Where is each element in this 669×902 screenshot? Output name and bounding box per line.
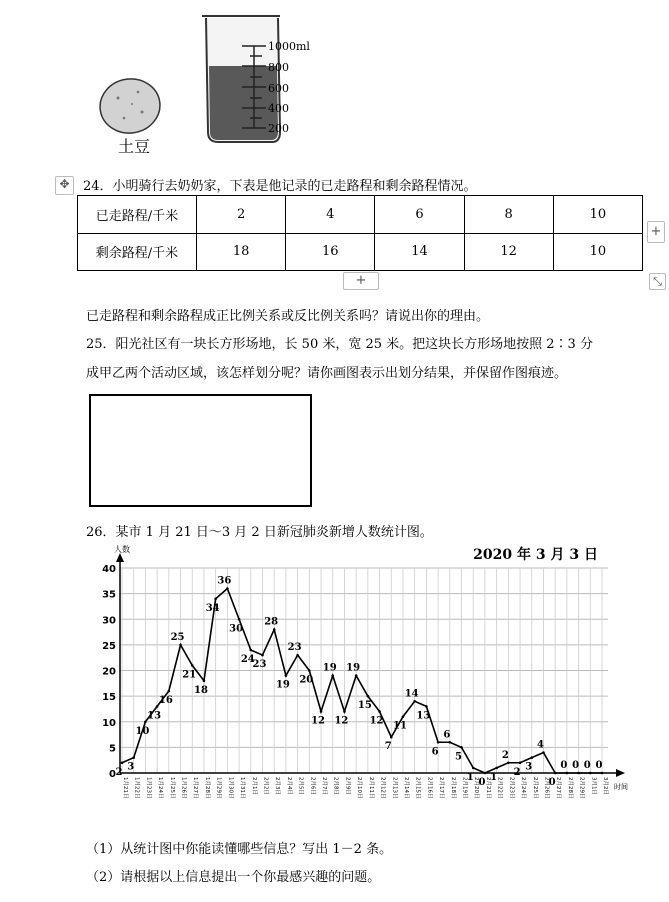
x-tick-label: 1月26日: [180, 777, 187, 799]
data-label: 10: [135, 725, 150, 737]
x-tick-label: 2月24日: [520, 777, 527, 799]
potato-icon: [97, 75, 164, 137]
line-chart: [102, 543, 644, 799]
data-point: [472, 767, 475, 770]
x-tick-label: 2月15日: [414, 777, 421, 799]
data-point: [542, 751, 545, 754]
chart-title: 2020 年 3 月 3 日: [473, 547, 598, 563]
data-point: [261, 654, 264, 657]
data-label: 20: [299, 674, 314, 686]
data-label: 2: [115, 766, 123, 778]
x-tick-label: 1月28日: [203, 777, 210, 799]
beaker-mark-1000: 1000ml: [268, 40, 310, 53]
x-axis-arrow: [616, 769, 625, 777]
table-row: [78, 233, 643, 271]
y-tick-label: 25: [102, 640, 116, 652]
data-point: [402, 715, 405, 718]
x-tick-label: 2月27日: [555, 777, 562, 799]
beaker-mark-400: 400: [268, 102, 289, 115]
row2-header: 剩余路程/千米: [78, 233, 197, 271]
data-point: [331, 674, 334, 677]
x-tick-label: 2月13日: [391, 777, 398, 799]
data-label: 36: [217, 575, 232, 587]
data-label: 0: [548, 777, 556, 788]
table-cell: 8: [464, 196, 553, 234]
data-point: [168, 690, 171, 693]
data-label: 1: [466, 771, 474, 783]
data-point: [296, 654, 299, 657]
x-tick-label: 2月9日: [344, 777, 351, 795]
data-point: [367, 695, 370, 698]
data-point: [566, 772, 569, 775]
x-tick-label: 1月25日: [168, 777, 175, 799]
x-tick-label: 2月25日: [531, 777, 538, 799]
x-tick-label: 2月12日: [379, 777, 386, 799]
y-tick-label: 20: [102, 666, 116, 678]
route-table: [77, 195, 643, 271]
data-label: 3: [127, 761, 135, 773]
q26-sub2: （2）请根据以上信息提出一个你最感兴趣的问题。: [86, 870, 381, 885]
x-tick-label: 1月29日: [215, 777, 222, 799]
data-label: 30: [229, 623, 244, 635]
data-point: [378, 710, 381, 713]
data-point: [238, 618, 241, 621]
data-point: [214, 597, 217, 600]
x-tick-label: 2月26日: [543, 777, 550, 799]
data-label: 19: [322, 662, 337, 674]
data-point: [249, 649, 252, 652]
rectangle-field: [89, 394, 312, 507]
q24-question: 已走路程和剩余路程成正比例关系或反比例关系吗？请说出你的理由。: [86, 309, 490, 324]
table-cell: 4: [286, 196, 375, 234]
q24-text: 24．小明骑行去奶奶家，下表是他记录的已走路程和剩余路程情况。: [83, 179, 477, 194]
data-point: [273, 628, 276, 631]
data-label: 21: [182, 669, 197, 681]
add-column-button[interactable]: +: [647, 221, 665, 243]
x-tick-label: 2月21日: [484, 777, 491, 799]
data-label: 5: [455, 751, 462, 763]
x-tick-label: 2月6日: [309, 777, 316, 795]
x-tick-label: 2月28日: [566, 777, 573, 799]
table-cell: 16: [286, 233, 375, 271]
y-axis-label: 人数: [114, 545, 130, 554]
x-tick-label: 3月2日: [602, 777, 608, 795]
data-point: [308, 669, 311, 672]
y-axis-arrow: [116, 553, 124, 562]
data-label: 15: [357, 700, 372, 712]
data-label: 11: [393, 720, 407, 732]
data-label: 12: [334, 715, 349, 727]
data-point: [179, 644, 182, 647]
data-point: [191, 664, 194, 667]
data-label: 13: [147, 710, 162, 722]
data-point: [530, 756, 533, 759]
x-tick-label: 2月17日: [438, 777, 445, 799]
data-label: 4: [536, 739, 544, 751]
data-label: 19: [346, 662, 361, 674]
data-label: 23: [287, 642, 302, 654]
data-point: [577, 772, 580, 775]
x-tick-label: 2月19日: [461, 777, 468, 799]
table-row: [78, 196, 643, 234]
data-label: 28: [264, 616, 279, 628]
x-tick-label: 1月27日: [192, 777, 199, 799]
data-label: 19: [275, 679, 290, 691]
data-label: 0: [478, 777, 486, 788]
x-tick-label: 2月14日: [402, 777, 409, 799]
data-point: [437, 741, 440, 744]
data-label: 7: [384, 741, 392, 753]
x-tick-label: 2月10日: [356, 777, 363, 799]
q26-text: 26．某市 1 月 21 日～3 月 2 日新冠肺炎新增人数统计图。: [86, 525, 433, 540]
table-cell: 2: [197, 196, 286, 234]
data-point: [425, 705, 428, 708]
table-cell: 10: [553, 196, 642, 234]
data-label: 1: [490, 771, 498, 783]
data-point: [589, 772, 592, 775]
x-tick-label: 2月5日: [297, 777, 304, 795]
beaker-mark-200: 200: [268, 122, 289, 135]
y-tick-label: 5: [109, 743, 116, 755]
data-point: [460, 746, 463, 749]
x-tick-label: 1月30日: [227, 777, 234, 799]
data-point: [519, 761, 522, 764]
resize-handle-icon[interactable]: ⤡: [649, 273, 666, 290]
table-cell: 6: [375, 196, 464, 234]
data-label: 6: [431, 746, 439, 758]
x-tick-label: 1月21日: [122, 777, 128, 799]
data-point: [495, 767, 498, 770]
beaker-mark-600: 600: [268, 82, 289, 95]
data-label: 12: [369, 715, 384, 727]
data-point: [355, 674, 358, 677]
q26-sub1: （1）从统计图中你能读懂哪些信息？写出 1－2 条。: [86, 842, 393, 857]
x-tick-label: 2月29日: [578, 777, 585, 799]
q25-line1: 25．阳光社区有一块长方形场地，长 50 米，宽 25 米。把这块长方形场地按照 2∶3 分: [86, 337, 593, 352]
beaker-mark-800: 800: [268, 61, 289, 74]
x-tick-label: 2月2日: [262, 777, 269, 795]
x-tick-label: 2月18日: [449, 777, 456, 799]
x-tick-label: 2月16日: [426, 777, 433, 799]
data-label: 0: [583, 760, 591, 771]
data-label: 34: [205, 602, 220, 614]
data-point: [285, 674, 288, 677]
y-tick-label: 40: [102, 564, 116, 575]
table-cell: 10: [553, 233, 642, 271]
x-tick-label: 2月7日: [321, 777, 328, 795]
data-point: [132, 756, 135, 759]
table-cell: 12: [464, 233, 553, 271]
data-point: [226, 587, 229, 590]
data-label: 18: [193, 684, 208, 696]
data-label: 24: [240, 654, 255, 665]
data-point: [554, 772, 557, 775]
data-label: 13: [416, 710, 431, 722]
y-tick-label: 30: [102, 615, 116, 627]
data-label: 14: [404, 688, 419, 700]
x-tick-label: 2月23日: [508, 777, 515, 799]
y-tick-label: 35: [102, 589, 116, 601]
x-axis-label: 时间: [614, 783, 628, 791]
add-row-button[interactable]: +: [343, 272, 379, 290]
data-point: [601, 772, 604, 775]
data-point: [484, 772, 487, 775]
chart-svg: [102, 543, 644, 799]
data-label: 0: [595, 760, 603, 771]
data-label: 0: [572, 760, 580, 771]
x-tick-label: 2月4日: [285, 777, 292, 795]
q25-line2: 成甲乙两个活动区域，该怎样划分呢？请你画图表示出划分结果，并保留作图痕迹。: [86, 366, 568, 381]
x-tick-label: 2月1日: [250, 777, 257, 795]
potato-label: 土豆: [118, 137, 151, 156]
x-tick-label: 3月1日: [590, 777, 597, 795]
row1-header: 已走路程/千米: [78, 196, 197, 234]
x-tick-label: 2月11日: [367, 777, 374, 799]
data-point: [203, 679, 206, 682]
data-point: [343, 710, 346, 713]
data-label: 25: [170, 631, 185, 643]
data-label: 2: [513, 766, 521, 778]
x-tick-label: 1月22日: [133, 777, 140, 799]
y-tick-label: 15: [102, 692, 116, 704]
series-line: [122, 589, 602, 774]
data-point: [320, 710, 323, 713]
data-label: 23: [252, 659, 267, 671]
y-tick-label: 10: [102, 717, 116, 729]
data-label: 0: [560, 760, 568, 771]
data-point: [413, 700, 416, 703]
x-tick-label: 2月22日: [496, 777, 503, 799]
data-point: [121, 761, 124, 764]
x-tick-label: 2月8日: [332, 777, 339, 795]
data-point: [507, 761, 510, 764]
data-point: [449, 741, 452, 744]
table-cell: 18: [197, 233, 286, 271]
x-tick-label: 2月3日: [274, 777, 281, 795]
data-label: 6: [443, 729, 451, 741]
data-point: [390, 736, 393, 739]
data-label: 2: [501, 749, 509, 761]
move-handle-icon[interactable]: ✥: [55, 176, 74, 195]
x-tick-label: 2月20日: [473, 777, 480, 799]
data-label: 16: [158, 695, 173, 706]
x-tick-label: 1月23日: [145, 777, 152, 799]
x-tick-label: 1月31日: [239, 777, 246, 799]
table-cell: 14: [375, 233, 464, 271]
data-label: 12: [311, 715, 325, 727]
data-label: 3: [525, 761, 533, 773]
x-tick-label: 1月24日: [157, 777, 164, 799]
y-tick-label: 0: [109, 769, 116, 780]
